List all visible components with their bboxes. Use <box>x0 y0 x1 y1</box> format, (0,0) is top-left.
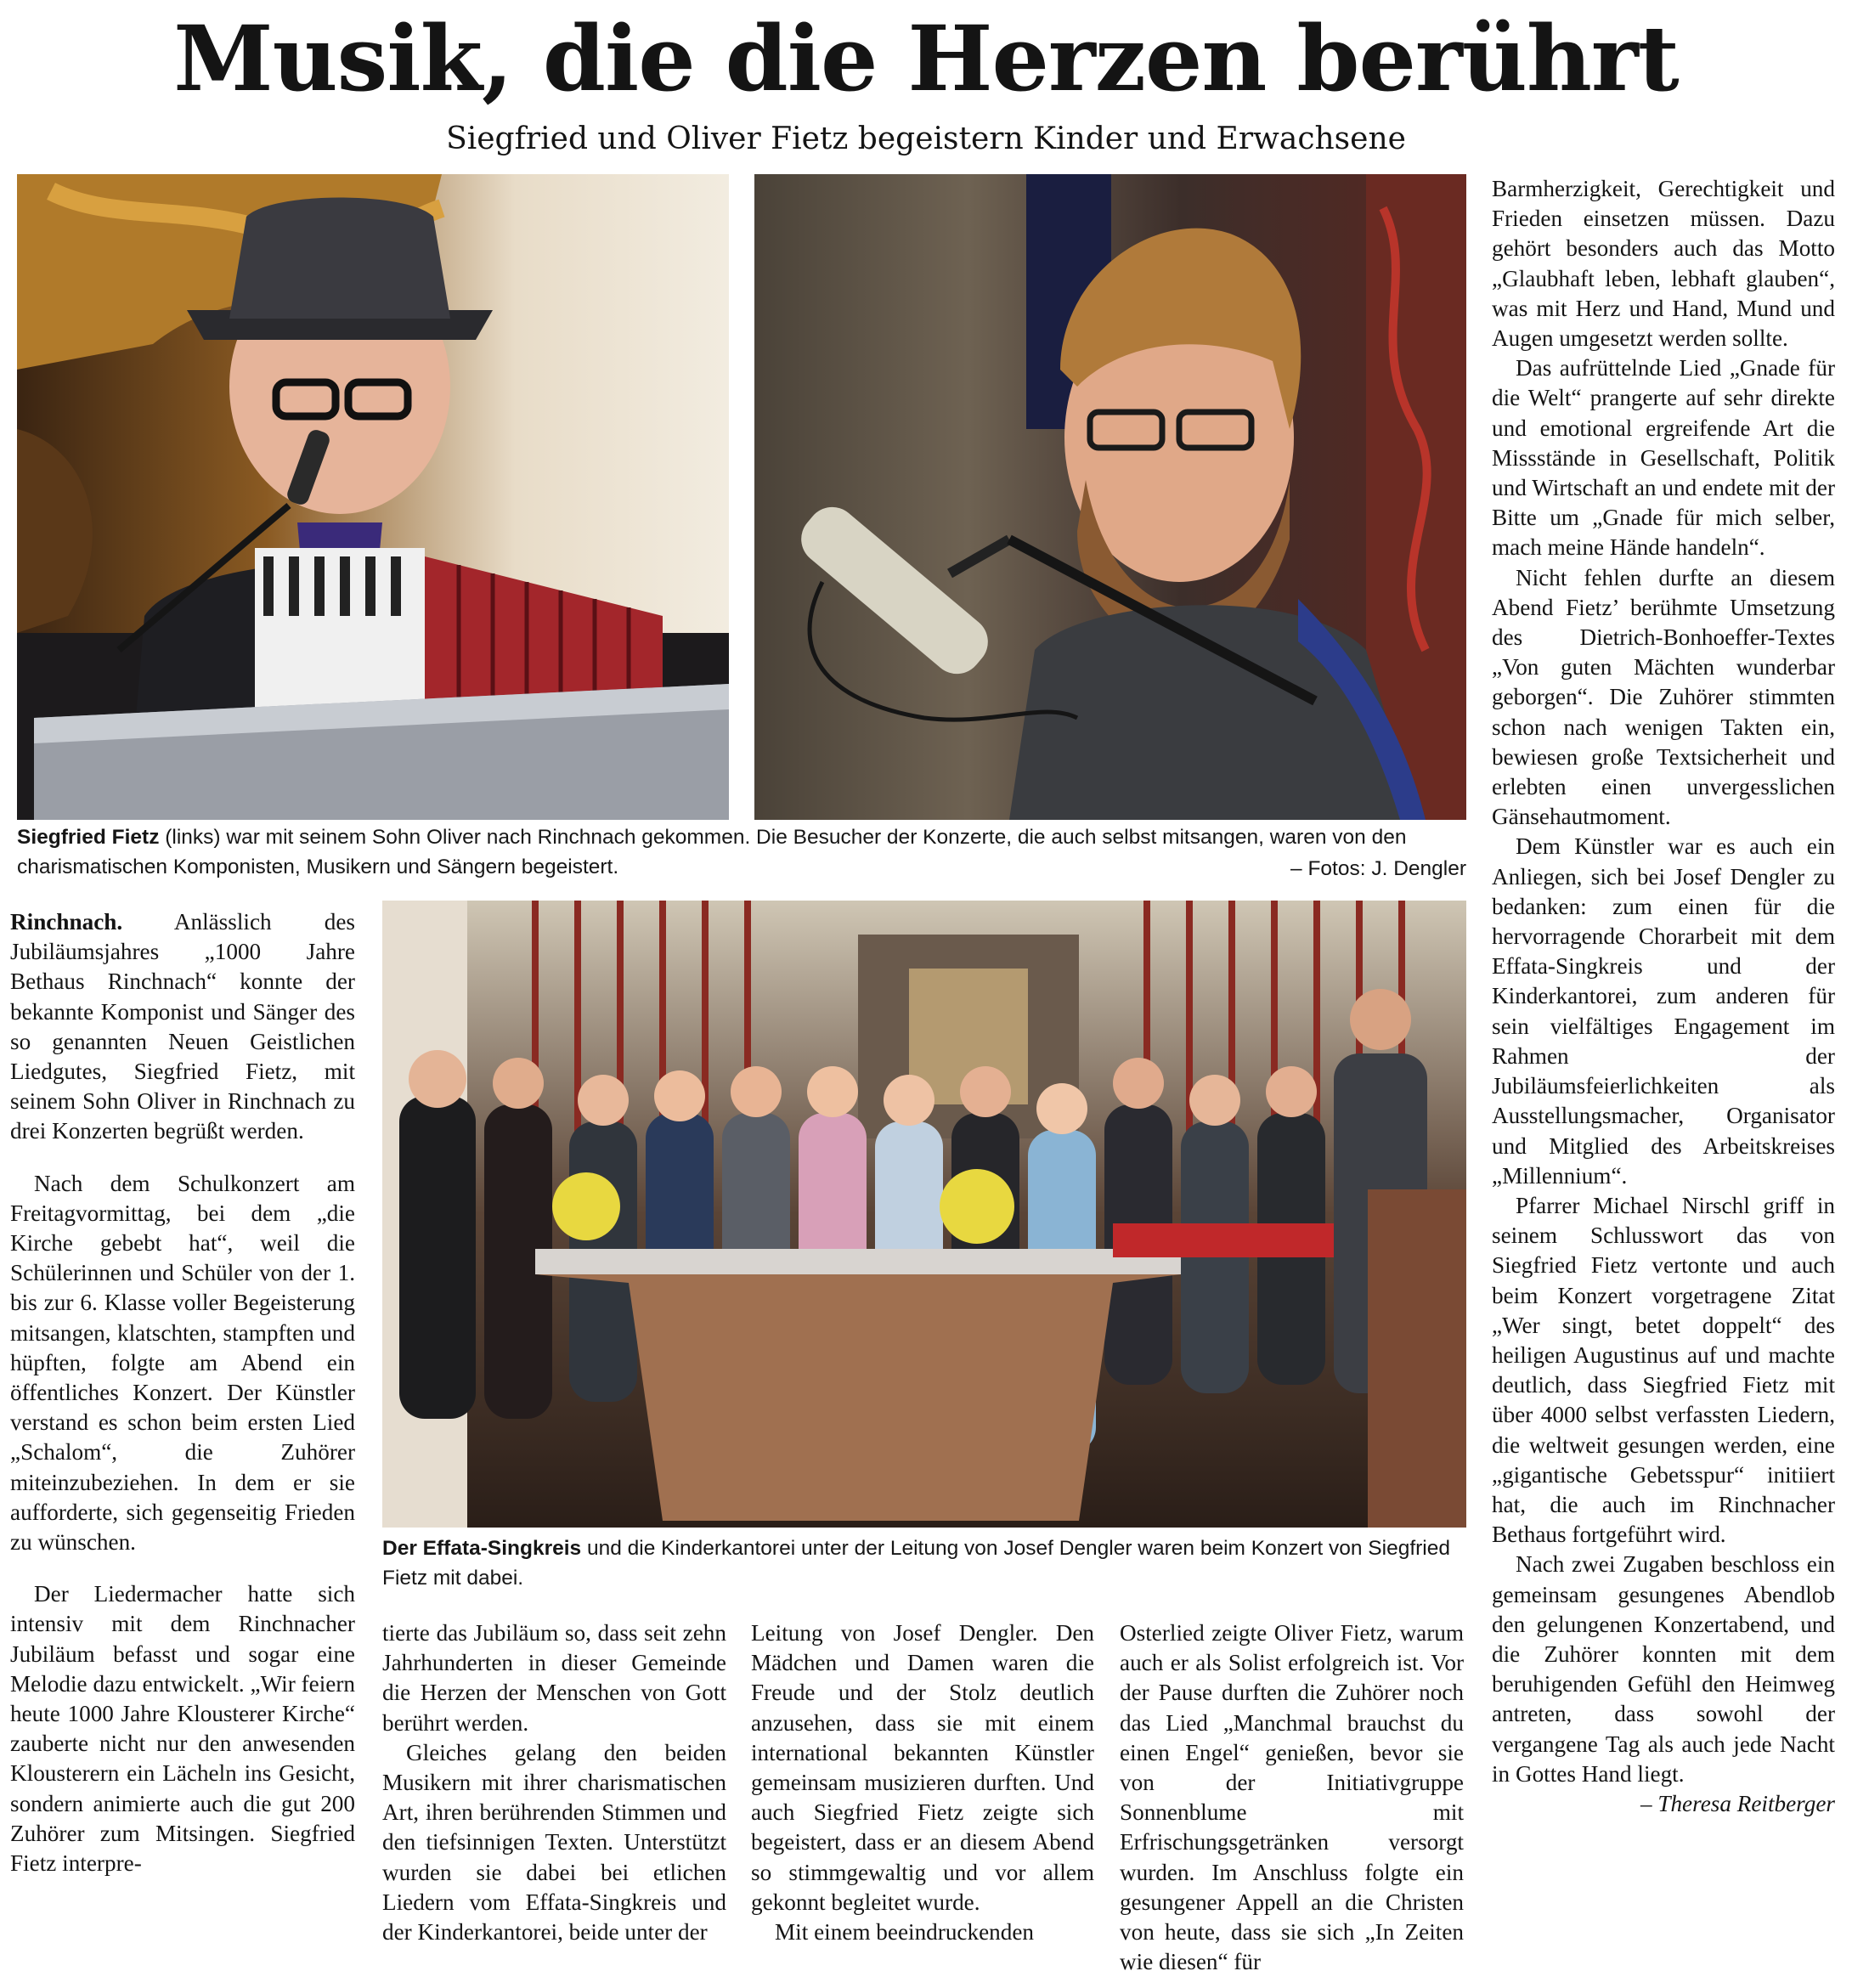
article-column-4 <box>1120 1618 1464 1988</box>
headline: Musik, die die Herzen berührt <box>173 5 1679 111</box>
paragraph: Dem Künstler war es auch ein Anliegen, sich bei Josef Dengler zu bedanken: zum einen für die hervorragende Chorarbeit mit dem Effata-Singkreis und der Kinderkantorei, zum anderen für sein vielfältiges Engagement im Rahmen der Jubiläumsfeierlichkeiten als Ausstellungsmacher, Organisator und Mitglied des Arbeitskreises „Millennium“. <box>1492 833 1835 1189</box>
article-column-2 <box>382 1618 726 1988</box>
caption-text: (links) war mit seinem Sohn Oliver nach Rinchnach gekommen. Die Besucher der Konzerte, die auch selbst mitsangen, waren von den charismatischen Komponisten, Musikern und Sängern begeistert. <box>17 826 1407 878</box>
photo-siegfried-fietz-image <box>17 174 729 820</box>
photo-effata-singkreis-image <box>382 901 1466 1528</box>
paragraph: Mit einem beeindruckenden <box>775 1919 1034 1946</box>
article-column-5 <box>1492 174 1835 1984</box>
paragraph: Das aufrüttelnde Lied „Gnade für die Welt“ prangerte auf sehr direkte und emotional ergreifende Art die Missstände in Gesellschaft, Politik und Wirtschaft an und endete mit der Bitte um „Gnade für mich selber, mach meine Hände handeln“. <box>1492 355 1835 561</box>
paragraph: Osterlied zeigte Oliver Fietz, warum auch er als Solist erfolgreich ist. Vor der Pause durften die Zuhörer noch das Lied „Manchmal brauchst du einen Engel“ genießen, bevor sie von der Initiativgruppe Sonnenblume mit Erfrischungsgetränken versorgt wurden. Im Anschluss folgte ein gesungener Appell an die Christen von heute, dass sie sich „In Zeiten wie diesen“ für <box>1120 1620 1464 1975</box>
photo-caption-top <box>17 822 1466 884</box>
caption-choir-text: und die Kinderkantorei unter der Leitung von Josef Dengler waren beim Konzert von Siegfried Fietz mit dabei. <box>382 1537 1450 1590</box>
paragraph: Der Liedermacher hatte sich intensiv mit dem Rinchnacher Jubiläum befasst und sogar eine Melodie dazu entwickelt. „Wir feiern heute 1000 Jahre Klousterer Kirche“ zauberte nicht nur den anwesenden Klousterern ein Lächeln ins Gesicht, sondern animierte auch die gut 200 Zuhörer zum Mitsingen. Siegfried Fietz interpre- <box>10 1581 355 1877</box>
article-column-1 <box>10 907 355 1986</box>
photo-oliver-fietz <box>754 174 1466 820</box>
dateline: Rinchnach. <box>10 909 123 935</box>
paragraph: Pfarrer Michael Nirschl griff in seinem Schlusswort das von Siegfried Fietz vertonte und auch beim Konzert vorgetragene Zitat „Wer singt, betet doppelt“ des heiligen Augustinus auf und machte deutlich, dass Siegfried Fietz mit über 4000 selbst verfassten Liedern, die weltweit gesungen werden, eine „gigantische Gebetsspur“ initiiert hat, die auch im Rinchnacher Bethaus fortgeführt wird. <box>1492 1192 1835 1548</box>
photo-credit: – Fotos: J. Dengler <box>1290 857 1466 880</box>
photo-siegfried-fietz <box>17 174 729 820</box>
paragraph: Nicht fehlen durfte an diesem Abend Fietz’ berühmte Umsetzung des Dietrich-Bonhoeffer-Textes „Von guten Mächten wunderbar geborgen“. Die Zuhörer stimmten schon nach wenigen Takten ein, bewiesen große Textsicherheit und erlebten einen unvergesslichen Gänsehautmoment. <box>1492 564 1835 830</box>
paragraph: tierte das Jubiläum so, dass seit zehn Jahrhunderten in dieser Gemeinde die Herzen der Menschen von Gott berührt werden. <box>382 1620 726 1736</box>
paragraph: Rinchnach. Anlässlich des Jubiläumsjahres „1000 Jahre Bethaus Rinchnach“ konnte der bekannte Komponist und Sänger des so genannten Neuen Geistlichen Liedgutes, Siegfried Fietz, mit seinem Sohn Oliver in Rinchnach zu drei Konzerten begrüßt werden. <box>10 909 355 1144</box>
photo-caption-choir <box>382 1533 1466 1595</box>
paragraph: Gleiches gelang den beiden Musikern mit ihrer charismatischen Art, ihren berührenden Stimmen und den tiefsinnigen Texten. Unterstützt wurden sie dabei bei etlichen Liedern vom Effata-Singkreis und der Kinderkantorei, beide unter der <box>382 1739 726 1946</box>
paragraph: Leitung von Josef Dengler. Den Mädchen und Damen waren die Freude und der Stolz deutlich anzusehen, dass sie mit einem international bekannten Künstler gemeinsam musizieren durften. Und auch Siegfried Fietz zeigte sich begeistert, dass er an diesem Abend so stimmgewaltig und vor allem gekonnt begleitet wurde. <box>751 1620 1094 1915</box>
paragraph: Barmherzigkeit, Gerechtigkeit und Frieden einsetzen müssen. Dazu gehört besonders auch das Motto „Glaubhaft leben, lebhaft glauben“, was mit Herz und Hand, Mund und Augen umgesetzt werden sollte. <box>1492 176 1835 352</box>
article-column-3 <box>751 1618 1094 1988</box>
subheadline: Siegfried und Oliver Fietz begeistern Kinder und Erwachsene <box>446 121 1406 156</box>
caption-choir-name: Der Effata-Singkreis <box>382 1537 582 1560</box>
paragraph: Nach zwei Zugaben beschloss ein gemeinsam gesungenes Abendlob den gelungenen Konzertabend, und die Zuhörer konnten mit dem beruhigenden Gefühl den Heimweg antreten, dass sowohl der vergangene Tag als auch jede Nacht in Gottes Hand liegt. <box>1492 1551 1835 1787</box>
photo-oliver-fietz-image <box>754 174 1466 820</box>
paragraph: Nach dem Schulkonzert am Freitagvormittag, bei dem „die Kirche gebebt hat“, weil die Schülerinnen und Schüler von der 1. bis zur 6. Klasse voller Begeisterung mitsangen, klatschten, stampften und hüpften, folgte am Abend ein öffentliches Konzert. Der Künstler verstand es schon beim ersten Lied „Schalom“, die Zuhörer miteinzubeziehen. In dem er sie aufforderte, sich gegenseitig Frieden zu wünschen. <box>10 1170 355 1556</box>
photo-effata-singkreis <box>382 901 1466 1528</box>
caption-name: Siegfried Fietz <box>17 826 160 849</box>
author-byline: – Theresa Reitberger <box>1640 1790 1835 1816</box>
